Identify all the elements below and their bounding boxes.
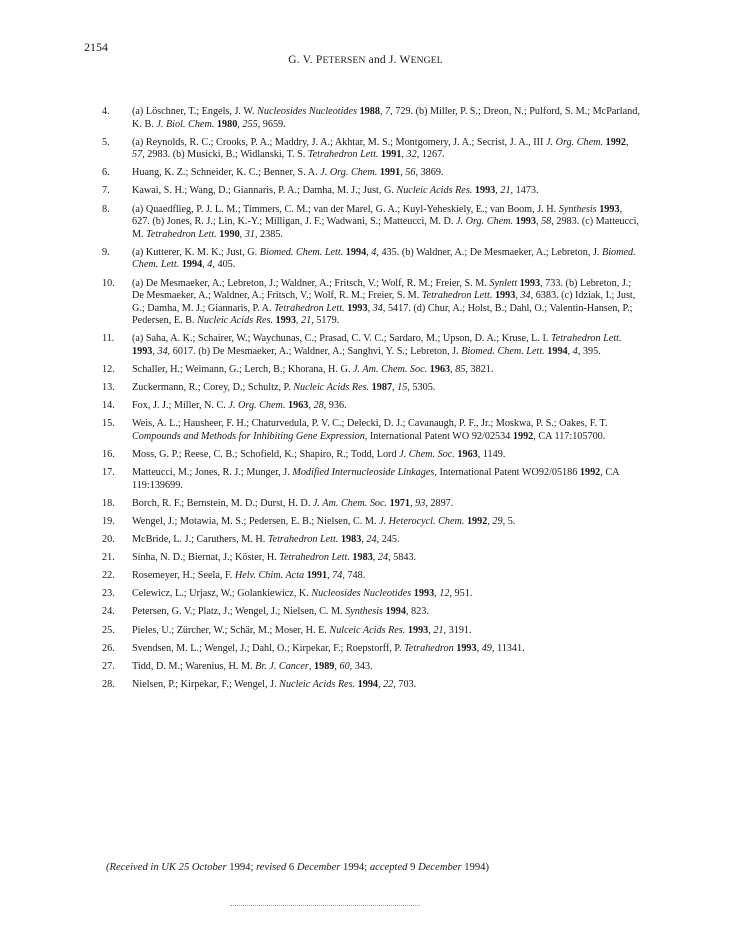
reference-year: 1988 bbox=[359, 106, 380, 117]
reference-fragment: , 1473. bbox=[510, 185, 539, 197]
reference-journal: 21 bbox=[301, 315, 312, 327]
reference-text bbox=[132, 498, 642, 511]
reference-item bbox=[102, 204, 642, 242]
reference-item bbox=[102, 418, 642, 443]
reference-fragment: , bbox=[625, 136, 629, 148]
reference-journal: Tetrahedron Lett. bbox=[274, 302, 345, 314]
reference-fragment: Weis, A. L.; Hausheer, F. H.; Chaturvedula, P. V. C.; Delecki, D. J.; Cavanaugh, P. F., Jr.; Moskwa, P. S.; Oakes, F. T. bbox=[132, 418, 608, 430]
reference-item bbox=[102, 588, 642, 601]
reference-journal: J. Am. Chem. Soc. bbox=[312, 497, 388, 509]
reference-fragment: , bbox=[334, 660, 340, 672]
reference-text bbox=[132, 570, 642, 583]
reference-text bbox=[132, 588, 642, 601]
reference-year: 1993 bbox=[519, 277, 541, 289]
reference-journal: J. Org. Chem. bbox=[320, 167, 378, 179]
reference-journal: Tetrahedron Lett. bbox=[307, 149, 379, 161]
reference-year: 1963 bbox=[457, 449, 478, 461]
reference-journal: 93 bbox=[415, 497, 426, 509]
reference-journal: Br. J. Cancer bbox=[255, 660, 309, 672]
reference-text bbox=[132, 382, 642, 395]
reference-fragment: Schaller, H.; Weimann, G.; Lerch, B.; Khorana, H. G. bbox=[132, 364, 353, 376]
reference-journal: Tetrahedron Lett. bbox=[421, 290, 493, 302]
reference-text bbox=[132, 167, 642, 180]
reference-journal: Nucleic Acids Res. bbox=[396, 185, 473, 197]
reference-journal: Synthesis bbox=[345, 606, 384, 618]
reference-number: 9. bbox=[102, 246, 110, 258]
reference-fragment: , bbox=[308, 400, 314, 412]
reference-fragment: , CA 119:139699. bbox=[132, 467, 619, 491]
reference-journal: 60 bbox=[339, 660, 350, 672]
reference-fragment: Pieles, U.; Zürcher, W.; Schär, M.; Moser, H. E. bbox=[132, 624, 330, 636]
reference-fragment: , bbox=[567, 346, 573, 357]
reference-fragment: McBride, L. J.; Caruthers, M. H. bbox=[132, 534, 268, 546]
reference-year: 1993 bbox=[407, 624, 429, 636]
reference-journal: 34 bbox=[372, 302, 383, 314]
reference-journal: Nucleic Acids Res. bbox=[279, 678, 356, 690]
reference-fragment: , 245. bbox=[376, 534, 400, 546]
reference-text bbox=[132, 552, 642, 565]
reference-fragment: Rosemeyer, H.; Seela, F. bbox=[132, 570, 235, 582]
reference-year: 1993 bbox=[275, 315, 296, 327]
reference-year: 1992 bbox=[579, 467, 601, 479]
reference-fragment: , 1149. bbox=[477, 449, 506, 461]
reference-year: 1991 bbox=[381, 149, 402, 161]
revised-label: revised bbox=[256, 862, 287, 873]
reference-journal: 7 bbox=[385, 106, 391, 117]
revised-year: 1994; bbox=[340, 862, 370, 873]
reference-fragment: , 435. (b) Waldner, A.; De Mesmaeker, A.; Lebreton, J. bbox=[376, 246, 602, 258]
reference-item bbox=[102, 679, 642, 692]
reference-fragment: , bbox=[495, 185, 501, 197]
reference-year: 1980 bbox=[216, 118, 238, 130]
reference-fragment: , bbox=[239, 228, 245, 240]
reference-year: 1992 bbox=[466, 515, 488, 527]
reference-text bbox=[132, 278, 642, 328]
received-month: October bbox=[191, 862, 227, 873]
reference-fragment: , bbox=[367, 302, 373, 314]
reference-fragment: , bbox=[515, 290, 521, 302]
reference-fragment: , 343. bbox=[349, 660, 373, 672]
reference-number: 15. bbox=[102, 418, 115, 430]
reference-item bbox=[102, 498, 642, 511]
reference-fragment: , bbox=[237, 118, 243, 130]
reference-journal: 34 bbox=[157, 346, 168, 357]
reference-text bbox=[132, 643, 642, 656]
reference-year: 1994 bbox=[181, 259, 203, 271]
reference-number: 21. bbox=[102, 552, 115, 564]
reference-fragment: , bbox=[366, 246, 372, 258]
reference-item bbox=[102, 534, 642, 547]
reference-journal: Tetrahedron Lett. bbox=[146, 228, 217, 240]
reference-fragment: Kawai, S. H.; Wang, D.; Giannaris, P. A.; Damha, M. J.; Just, G. bbox=[132, 185, 397, 197]
reference-text bbox=[132, 516, 642, 529]
reference-item bbox=[102, 364, 642, 377]
reference-item bbox=[102, 137, 642, 162]
reference-journal: Tetrahedron Lett. bbox=[267, 534, 339, 546]
reference-item bbox=[102, 247, 642, 272]
reference-number: 28. bbox=[102, 678, 115, 690]
reference-fragment: , 951. bbox=[449, 588, 473, 600]
reference-text bbox=[132, 333, 642, 358]
reference-fragment: , bbox=[410, 497, 416, 509]
page-number: 2154 bbox=[84, 40, 108, 54]
reference-journal: 32 bbox=[406, 149, 417, 161]
reference-year: 1991 bbox=[306, 570, 328, 582]
reference-journal: 74 bbox=[332, 570, 343, 582]
reference-journal: 24 bbox=[366, 534, 377, 546]
reference-fragment: , 936. bbox=[323, 400, 347, 412]
reference-item bbox=[102, 382, 642, 395]
reference-fragment: , 9659. bbox=[257, 118, 286, 130]
reference-fragment: , bbox=[308, 660, 314, 672]
accepted-year: 1994) bbox=[461, 862, 489, 873]
reference-fragment: Svendsen, M. L.; Wengel, J.; Dahl, O.; Kirpekar, F.; Roepstorff, P. bbox=[132, 642, 405, 654]
reference-fragment: , 395. bbox=[577, 346, 601, 357]
reference-item bbox=[102, 278, 642, 328]
reference-fragment: , bbox=[295, 315, 302, 327]
reference-journal: 56 bbox=[405, 167, 416, 179]
reference-fragment: , 5843. bbox=[388, 552, 417, 564]
reference-item bbox=[102, 185, 642, 198]
reference-year: 1993 bbox=[413, 588, 435, 600]
accepted-label: accepted bbox=[369, 862, 408, 873]
reference-year: 1993 bbox=[494, 290, 516, 302]
reference-number: 13. bbox=[102, 382, 115, 394]
reference-number: 22. bbox=[102, 570, 115, 582]
reference-journal: Nucleosides Nucleotides bbox=[311, 588, 412, 600]
reference-item bbox=[102, 606, 642, 619]
bottom-rule bbox=[230, 905, 420, 906]
received-label: (Received in UK 25 bbox=[106, 862, 192, 873]
reference-fragment: Huang, K. Z.; Schneider, K. C.; Benner, S. A. bbox=[132, 167, 321, 179]
reference-number: 10. bbox=[102, 277, 115, 289]
reference-fragment: Fox, J. J.; Miller, N. C. bbox=[132, 400, 229, 412]
reference-journal: Helv. Chim. Acta bbox=[234, 570, 305, 582]
reference-fragment: , bbox=[372, 552, 378, 564]
reference-item bbox=[102, 106, 642, 131]
reference-fragment: Zuckermann, R.; Corey, D.; Schultz, P. bbox=[132, 382, 294, 394]
reference-number: 17. bbox=[102, 467, 115, 479]
reference-fragment: , bbox=[392, 382, 398, 394]
reference-number: 20. bbox=[102, 534, 115, 546]
reference-number: 27. bbox=[102, 660, 115, 672]
reference-journal: Biomed. Chem. Lett. bbox=[132, 246, 636, 271]
running-head bbox=[0, 54, 731, 66]
reference-year: 1994 bbox=[345, 246, 367, 258]
reference-fragment: , bbox=[152, 346, 158, 357]
reference-number: 25. bbox=[102, 624, 115, 636]
reference-journal: Tetrahedron Lett. bbox=[550, 333, 622, 345]
reference-journal: 28 bbox=[313, 400, 324, 412]
reference-text bbox=[132, 661, 642, 674]
reference-fragment: , bbox=[361, 534, 367, 546]
reference-number: 24. bbox=[102, 606, 115, 618]
reference-year: 1993 bbox=[132, 346, 153, 357]
reference-journal: 31 bbox=[244, 228, 255, 240]
running-head-author-2: and J. W bbox=[365, 54, 411, 66]
reference-fragment: , 5. bbox=[502, 515, 516, 527]
reference-fragment: , 11341. bbox=[491, 642, 525, 654]
reference-year: 1994 bbox=[357, 678, 379, 690]
reference-text bbox=[132, 247, 642, 272]
reference-text bbox=[132, 185, 642, 198]
reference-journal: Nucleosides Nucleotides bbox=[257, 106, 358, 117]
reference-item bbox=[102, 333, 642, 358]
reference-item bbox=[102, 516, 642, 529]
reference-number: 19. bbox=[102, 515, 115, 527]
reference-fragment: , 5417. (d) Chur, A.; Holst, B.; Dahl, O.; Valentin-Hansen, P.; Pedersen, E. B. bbox=[132, 302, 633, 327]
reference-journal: 29 bbox=[492, 515, 503, 527]
reference-journal: J. Org. Chem. bbox=[455, 216, 514, 228]
accepted-day: 9 bbox=[407, 862, 419, 873]
reference-year: 1983 bbox=[352, 552, 373, 564]
reference-fragment: , 405. bbox=[212, 259, 236, 271]
reference-fragment: , 2385. bbox=[254, 228, 283, 240]
reference-fragment: Matteucci, M.; Jones, R. J.; Munger, J. bbox=[132, 467, 293, 479]
running-head-author-1: G. V. P bbox=[288, 54, 323, 66]
reference-fragment: , bbox=[428, 624, 434, 636]
reference-text bbox=[132, 418, 642, 443]
reference-number: 5. bbox=[102, 136, 110, 148]
reference-journal: 21 bbox=[500, 185, 511, 197]
reference-fragment: , 5179. bbox=[311, 315, 340, 327]
reference-year: 1987 bbox=[371, 382, 393, 394]
reference-journal: 58 bbox=[541, 216, 552, 228]
running-head-author-1-smallcaps: ETERSEN bbox=[322, 56, 366, 66]
reference-year: 1993 bbox=[456, 642, 477, 654]
reference-fragment: , 1267. bbox=[416, 149, 445, 161]
reference-year: 1993 bbox=[347, 302, 368, 314]
reference-fragment: , bbox=[400, 167, 406, 179]
reference-journal: 85 bbox=[455, 364, 466, 376]
reference-fragment: , 2897. bbox=[425, 497, 454, 509]
reference-item bbox=[102, 467, 642, 492]
reference-journal: Tetrahedron bbox=[404, 642, 454, 654]
revised-month: December bbox=[296, 862, 341, 873]
reference-journal: 22 bbox=[383, 678, 394, 690]
reference-journal: Tetrahedron Lett. bbox=[279, 552, 350, 564]
reference-fragment: , 703. bbox=[393, 678, 417, 690]
reference-item bbox=[102, 167, 642, 180]
reference-fragment: (a) Quaedflieg, P. J. L. M.; Timmers, C. M.; van der Marel, G. A.; Kuyl-Yeheskiely, E.; van Boom, J. H. bbox=[132, 203, 559, 215]
reference-year: 1971 bbox=[389, 497, 411, 509]
reference-fragment: , 2983. (c) Matteucci, M. bbox=[132, 216, 639, 240]
reference-fragment: , 6383. (c) Idziak, I.; Just, G.; Damha, M. J.; Giannaris, P. A. bbox=[132, 290, 636, 314]
reference-text bbox=[132, 625, 642, 638]
reference-journal: 12 bbox=[439, 588, 450, 600]
reference-journal: 21 bbox=[433, 624, 444, 636]
reference-journal: 255 bbox=[242, 118, 258, 130]
reference-fragment: , bbox=[535, 216, 542, 228]
reference-journal: 4 bbox=[572, 346, 578, 357]
reference-number: 14. bbox=[102, 400, 115, 412]
reference-journal: Compounds and Methods for Inhibiting Gene Expression bbox=[132, 430, 365, 442]
reference-number: 11. bbox=[102, 333, 115, 345]
reference-number: 12. bbox=[102, 364, 115, 376]
reference-fragment: , 729. (b) Miller, P. S.; Dreon, N.; Pulford, S. M.; McParland, K. B. bbox=[132, 106, 640, 130]
reference-fragment: , bbox=[327, 570, 333, 582]
reference-fragment: , bbox=[379, 106, 386, 117]
reference-number: 18. bbox=[102, 497, 115, 509]
reference-number: 4. bbox=[102, 106, 110, 117]
reference-fragment: , bbox=[450, 364, 456, 376]
reference-fragment: , bbox=[202, 259, 208, 271]
reference-year: 1994 bbox=[385, 606, 406, 618]
reference-year: 1993 bbox=[599, 203, 620, 215]
reference-fragment: , 3821. bbox=[465, 364, 494, 376]
reference-journal: 4 bbox=[371, 246, 377, 258]
reference-year: 1989 bbox=[314, 660, 335, 672]
reference-fragment: Celewicz, L.; Urjasz, W.; Golankiewicz, K. bbox=[132, 588, 312, 600]
reference-year: 1991 bbox=[379, 167, 401, 179]
reference-journal: Synlett bbox=[489, 277, 518, 289]
received-dates bbox=[106, 862, 489, 873]
reference-year: 1963 bbox=[288, 400, 309, 412]
reference-journal: J. Org. Chem. bbox=[545, 136, 604, 148]
reference-fragment: , International Patent WO92/05186 bbox=[434, 467, 580, 479]
reference-fragment: (a) De Mesmaeker, A.; Lebreton, J.; Waldner, A.; Fritsch, V.; Wolf, R. M.; Freier, S. M. bbox=[132, 277, 490, 289]
reference-fragment: Moss, G. P.; Reese, C. B.; Schofield, K.; Shapiro, R.; Todd, Lord bbox=[132, 449, 400, 461]
reference-year: 1990 bbox=[219, 228, 240, 240]
reference-number: 7. bbox=[102, 185, 110, 197]
reference-text bbox=[132, 606, 642, 619]
reference-journal: 49 bbox=[481, 642, 492, 654]
reference-fragment: , 733. (b) Lebreton, J.; De Mesmaeker, A.; Waldner, A.; Fritsch, V.; Wolf, R. M.; Freier, S. M. bbox=[132, 277, 632, 302]
reference-journal: J. Heterocycl. Chem. bbox=[379, 515, 465, 527]
running-head-author-2-smallcaps: ENGEL bbox=[410, 56, 443, 66]
reference-number: 26. bbox=[102, 642, 115, 654]
reference-journal: J. Am. Chem. Soc. bbox=[352, 364, 428, 376]
reference-journal: Synthesis bbox=[558, 203, 597, 215]
reference-journal: Nucleic Acids Res. bbox=[293, 382, 370, 394]
reference-fragment: , bbox=[378, 678, 384, 690]
reference-journal: 57 bbox=[132, 149, 143, 161]
reference-year: 1993 bbox=[515, 216, 536, 228]
reference-item bbox=[102, 449, 642, 462]
reference-fragment: , 823. bbox=[405, 606, 429, 618]
reference-journal: Biomed. Chem. Lett. bbox=[461, 346, 545, 357]
reference-number: 6. bbox=[102, 167, 110, 179]
reference-fragment: , 748. bbox=[342, 570, 366, 582]
reference-year: 1994 bbox=[547, 346, 568, 357]
reference-year: 1963 bbox=[429, 364, 451, 376]
reference-journal: 15 bbox=[397, 382, 408, 394]
reference-fragment: , 3191. bbox=[443, 624, 472, 636]
reference-number: 8. bbox=[102, 203, 110, 215]
reference-text bbox=[132, 364, 642, 377]
revised-day: 6 bbox=[286, 862, 297, 873]
reference-fragment: , International Patent WO 92/02534 bbox=[364, 430, 513, 442]
reference-item bbox=[102, 570, 642, 583]
reference-item bbox=[102, 661, 642, 674]
reference-journal: J. Biol. Chem. bbox=[156, 118, 215, 130]
reference-fragment: , 2983. (b) Musicki, B.; Widlanski, T. S. bbox=[142, 149, 308, 161]
reference-fragment: , 3869. bbox=[415, 167, 444, 179]
reference-item bbox=[102, 643, 642, 656]
reference-fragment: , CA 117:105700. bbox=[533, 430, 606, 442]
reference-item bbox=[102, 552, 642, 565]
reference-journal: Biomed. Chem. Lett. bbox=[259, 246, 344, 258]
reference-item bbox=[102, 625, 642, 638]
reference-text bbox=[132, 137, 642, 162]
reference-text bbox=[132, 679, 642, 692]
reference-fragment: , 627. (b) Jones, R. J.; Lin, K.-Y.; Milligan, J. F.; Wadwani, S.; Matteucci, M. D. bbox=[132, 203, 623, 228]
reference-fragment: , 6017. (b) De Mesmaeker, A.; Waldner, A.; Sanghvi, Y. S.; Lebreton, J. bbox=[167, 346, 462, 357]
reference-journal: J. Org. Chem. bbox=[228, 400, 286, 412]
reference-year: 1992 bbox=[605, 136, 626, 148]
reference-journal: Nulceic Acids Res. bbox=[329, 624, 406, 636]
reference-fragment: (a) Löschner, T.; Engels, J. W. bbox=[132, 106, 258, 117]
accepted-month: December bbox=[418, 862, 462, 873]
reference-fragment: Sinha, N. D.; Biernat, J.; Köster, H. bbox=[132, 552, 280, 564]
reference-fragment: Wengel, J.; Motawia, M. S.; Pedersen, E. B.; Nielsen, C. M. bbox=[132, 515, 380, 527]
reference-text bbox=[132, 467, 642, 492]
reference-journal: 4 bbox=[207, 259, 213, 271]
reference-fragment: , bbox=[476, 642, 482, 654]
reference-text bbox=[132, 106, 642, 131]
reference-journal: Nucleic Acids Res. bbox=[197, 315, 273, 327]
reference-fragment: Borch, R. F.; Bernstein, M. D.; Durst, H. D. bbox=[132, 497, 313, 509]
received-year: 1994; bbox=[226, 862, 257, 873]
reference-text bbox=[132, 449, 642, 462]
reference-item bbox=[102, 400, 642, 413]
reference-number: 23. bbox=[102, 588, 115, 600]
reference-fragment: Nielsen, P.; Kirpekar, F.; Wengel, J. bbox=[132, 678, 280, 690]
reference-number: 16. bbox=[102, 449, 115, 461]
reference-text bbox=[132, 204, 642, 242]
reference-year: 1993 bbox=[474, 185, 496, 197]
reference-journal: 34 bbox=[520, 290, 531, 302]
reference-year: 1983 bbox=[340, 534, 362, 546]
reference-list bbox=[102, 106, 642, 697]
reference-fragment: (a) Saha, A. K.; Schairer, W.; Waychunas, C.; Prasad, C. V. C.; Sardaro, M.; Upson, D. A.; Kruse, L. I. bbox=[132, 333, 551, 345]
reference-text bbox=[132, 400, 642, 413]
reference-journal: J. Chem. Soc. bbox=[399, 449, 455, 461]
reference-fragment: , 5305. bbox=[407, 382, 436, 394]
reference-year: 1992 bbox=[512, 430, 534, 442]
reference-text bbox=[132, 534, 642, 547]
reference-fragment: Tidd, D. M.; Warenius, H. M. bbox=[132, 660, 256, 672]
reference-fragment: , bbox=[434, 588, 440, 600]
reference-fragment: , bbox=[487, 515, 493, 527]
reference-fragment: (a) Kutterer, K. M. K.; Just, G. bbox=[132, 246, 260, 258]
reference-journal: 24 bbox=[377, 552, 389, 564]
reference-fragment: (a) Reynolds, R. C.; Crooks, P. A.; Maddry, J. A.; Akhtar, M. S.; Montgomery, J. A.; Secrist, J. A., III bbox=[132, 136, 546, 148]
reference-fragment: Petersen, G. V.; Platz, J.; Wengel, J.; Nielsen, C. M. bbox=[132, 606, 346, 618]
reference-fragment: , bbox=[401, 149, 407, 161]
reference-journal: Modified Internucleoside Linkages bbox=[292, 467, 435, 479]
